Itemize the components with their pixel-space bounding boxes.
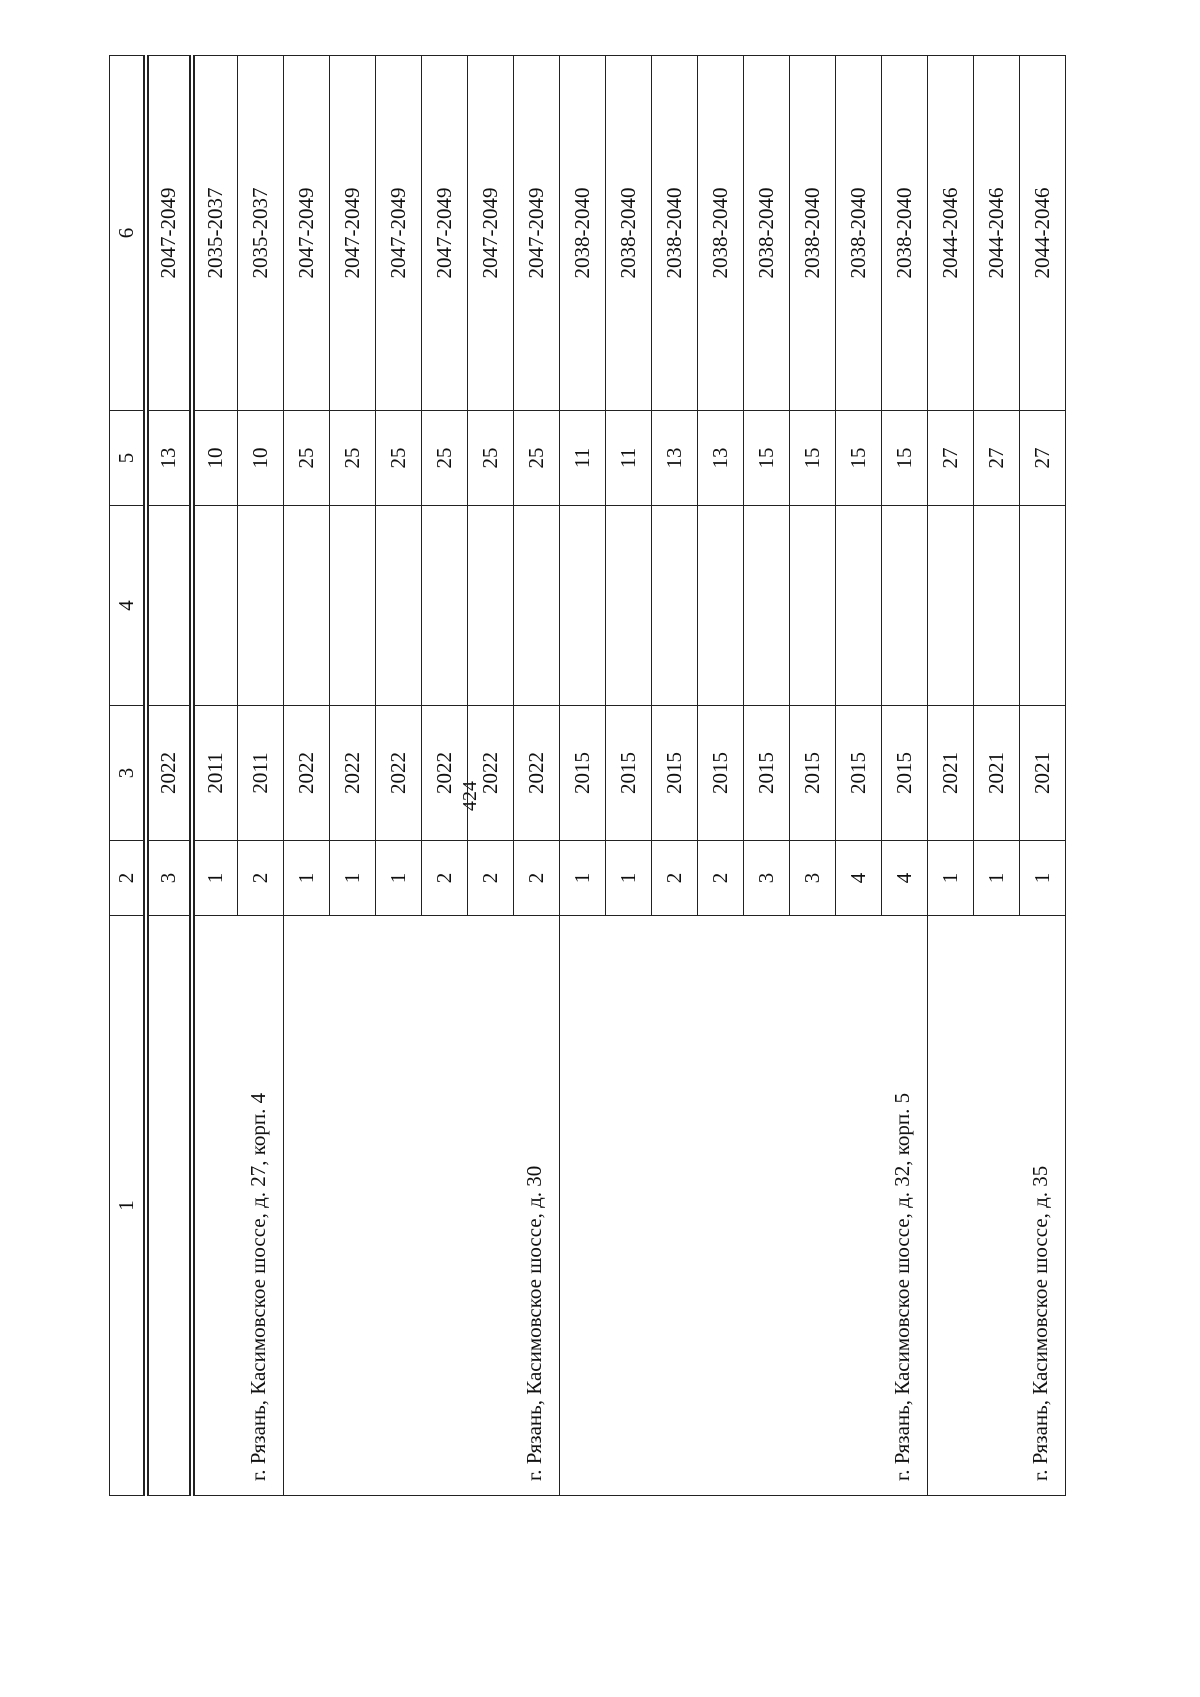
- table-body: [110, 56, 1066, 1496]
- cell-c2: 1: [376, 841, 422, 916]
- cell-c6: 2044-2046: [974, 56, 1020, 411]
- cell-c6: 2035-2037: [238, 56, 284, 411]
- cell-c4: [882, 506, 928, 706]
- cell-c4: [1020, 506, 1066, 706]
- table-row: [928, 56, 974, 1496]
- cell-c6: 2044-2046: [928, 56, 974, 411]
- table-header-row: [110, 56, 146, 1496]
- cell-c3: 2015: [790, 706, 836, 841]
- cell-c6: 2047-2049: [284, 56, 330, 411]
- cell-c4: [468, 506, 514, 706]
- cell-c3: 2022: [376, 706, 422, 841]
- cell-c3: 2015: [882, 706, 928, 841]
- table-row: [284, 56, 330, 1496]
- cell-c3: 2015: [698, 706, 744, 841]
- cell-c6: 2047-2049: [514, 56, 560, 411]
- cell-c5: 25: [376, 411, 422, 506]
- cell-c3: 2021: [1020, 706, 1066, 841]
- column-number-5: 5: [110, 411, 146, 506]
- address-cell: [146, 916, 192, 1496]
- cell-c2: 4: [836, 841, 882, 916]
- cell-c2: 2: [652, 841, 698, 916]
- cell-c4: [606, 506, 652, 706]
- cell-c4: [514, 506, 560, 706]
- cell-c5: 25: [514, 411, 560, 506]
- cell-c3: 2011: [192, 706, 238, 841]
- cell-c4: [928, 506, 974, 706]
- cell-c6: 2038-2040: [836, 56, 882, 411]
- cell-c6: 2047-2049: [468, 56, 514, 411]
- column-number-4: 4: [110, 506, 146, 706]
- cell-c6: 2038-2040: [790, 56, 836, 411]
- cell-c4: [238, 506, 284, 706]
- cell-c6: 2038-2040: [652, 56, 698, 411]
- cell-c4: [974, 506, 1020, 706]
- cell-c3: 2022: [468, 706, 514, 841]
- cell-c6: 2038-2040: [744, 56, 790, 411]
- cell-c2: 1: [606, 841, 652, 916]
- column-number-6: 6: [110, 56, 146, 411]
- cell-c4: [836, 506, 882, 706]
- cell-c3: 2015: [744, 706, 790, 841]
- cell-c3: 2011: [238, 706, 284, 841]
- cell-c3: 2015: [652, 706, 698, 841]
- cell-c3: 2015: [836, 706, 882, 841]
- table-row: [146, 56, 192, 1496]
- cell-c2: 1: [928, 841, 974, 916]
- cell-c4: [192, 506, 238, 706]
- cell-c2: 1: [192, 841, 238, 916]
- cell-c2: 2: [468, 841, 514, 916]
- cell-c4: [330, 506, 376, 706]
- cell-c3: 2022: [422, 706, 468, 841]
- cell-c5: 27: [1020, 411, 1066, 506]
- address-cell: г. Рязань, Касимовское шоссе, д. 27, корп. 4: [192, 916, 284, 1496]
- cell-c2: 1: [1020, 841, 1066, 916]
- cell-c4: [790, 506, 836, 706]
- cell-c2: 1: [974, 841, 1020, 916]
- cell-c2: 1: [560, 841, 606, 916]
- cell-c5: 25: [468, 411, 514, 506]
- address-cell: г. Рязань, Касимовское шоссе, д. 35: [928, 916, 1066, 1496]
- cell-c2: 1: [330, 841, 376, 916]
- cell-c2: 4: [882, 841, 928, 916]
- cell-c5: 25: [330, 411, 376, 506]
- cell-c2: 3: [146, 841, 192, 916]
- cell-c4: [560, 506, 606, 706]
- cell-c3: 2022: [330, 706, 376, 841]
- cell-c5: 15: [882, 411, 928, 506]
- cell-c5: 27: [974, 411, 1020, 506]
- cell-c6: 2038-2040: [882, 56, 928, 411]
- cell-c5: 27: [928, 411, 974, 506]
- address-cell: г. Рязань, Касимовское шоссе, д. 32, корп. 5: [560, 916, 928, 1496]
- cell-c6: 2047-2049: [422, 56, 468, 411]
- cell-c3: 2015: [560, 706, 606, 841]
- cell-c5: 25: [284, 411, 330, 506]
- cell-c3: 2022: [284, 706, 330, 841]
- cell-c6: 2035-2037: [192, 56, 238, 411]
- cell-c5: 10: [192, 411, 238, 506]
- data-table: [109, 55, 1066, 1496]
- cell-c6: 2047-2049: [146, 56, 192, 411]
- cell-c6: 2038-2040: [560, 56, 606, 411]
- cell-c3: 2021: [974, 706, 1020, 841]
- cell-c3: 2021: [928, 706, 974, 841]
- cell-c5: 10: [238, 411, 284, 506]
- cell-c5: 15: [836, 411, 882, 506]
- cell-c4: [376, 506, 422, 706]
- cell-c3: 2022: [146, 706, 192, 841]
- cell-c5: 13: [146, 411, 192, 506]
- cell-c2: 1: [284, 841, 330, 916]
- cell-c6: 2047-2049: [330, 56, 376, 411]
- table-rotation-wrapper: [109, 56, 1077, 1496]
- cell-c6: 2038-2040: [606, 56, 652, 411]
- cell-c5: 13: [698, 411, 744, 506]
- cell-c2: 2: [698, 841, 744, 916]
- page-number: 424: [459, 781, 481, 811]
- cell-c3: 2015: [606, 706, 652, 841]
- cell-c5: 15: [744, 411, 790, 506]
- rotated-table-sheet: [109, 56, 1077, 1496]
- cell-c5: 15: [790, 411, 836, 506]
- cell-c2: 2: [514, 841, 560, 916]
- cell-c4: [652, 506, 698, 706]
- cell-c4: [422, 506, 468, 706]
- cell-c2: 2: [238, 841, 284, 916]
- cell-c6: 2044-2046: [1020, 56, 1066, 411]
- cell-c6: 2047-2049: [376, 56, 422, 411]
- cell-c3: 2022: [514, 706, 560, 841]
- cell-c4: [744, 506, 790, 706]
- cell-c4: [146, 506, 192, 706]
- cell-c4: [284, 506, 330, 706]
- cell-c2: 3: [790, 841, 836, 916]
- cell-c5: 25: [422, 411, 468, 506]
- cell-c5: 11: [560, 411, 606, 506]
- cell-c4: [698, 506, 744, 706]
- cell-c5: 11: [606, 411, 652, 506]
- cell-c6: 2038-2040: [698, 56, 744, 411]
- table-row: [192, 56, 238, 1496]
- table-row: [560, 56, 606, 1496]
- cell-c5: 13: [652, 411, 698, 506]
- cell-c2: 3: [744, 841, 790, 916]
- column-number-3: 3: [110, 706, 146, 841]
- address-cell: г. Рязань, Касимовское шоссе, д. 30: [284, 916, 560, 1496]
- cell-c2: 2: [422, 841, 468, 916]
- column-number-1: 1: [110, 916, 146, 1496]
- column-number-2: 2: [110, 841, 146, 916]
